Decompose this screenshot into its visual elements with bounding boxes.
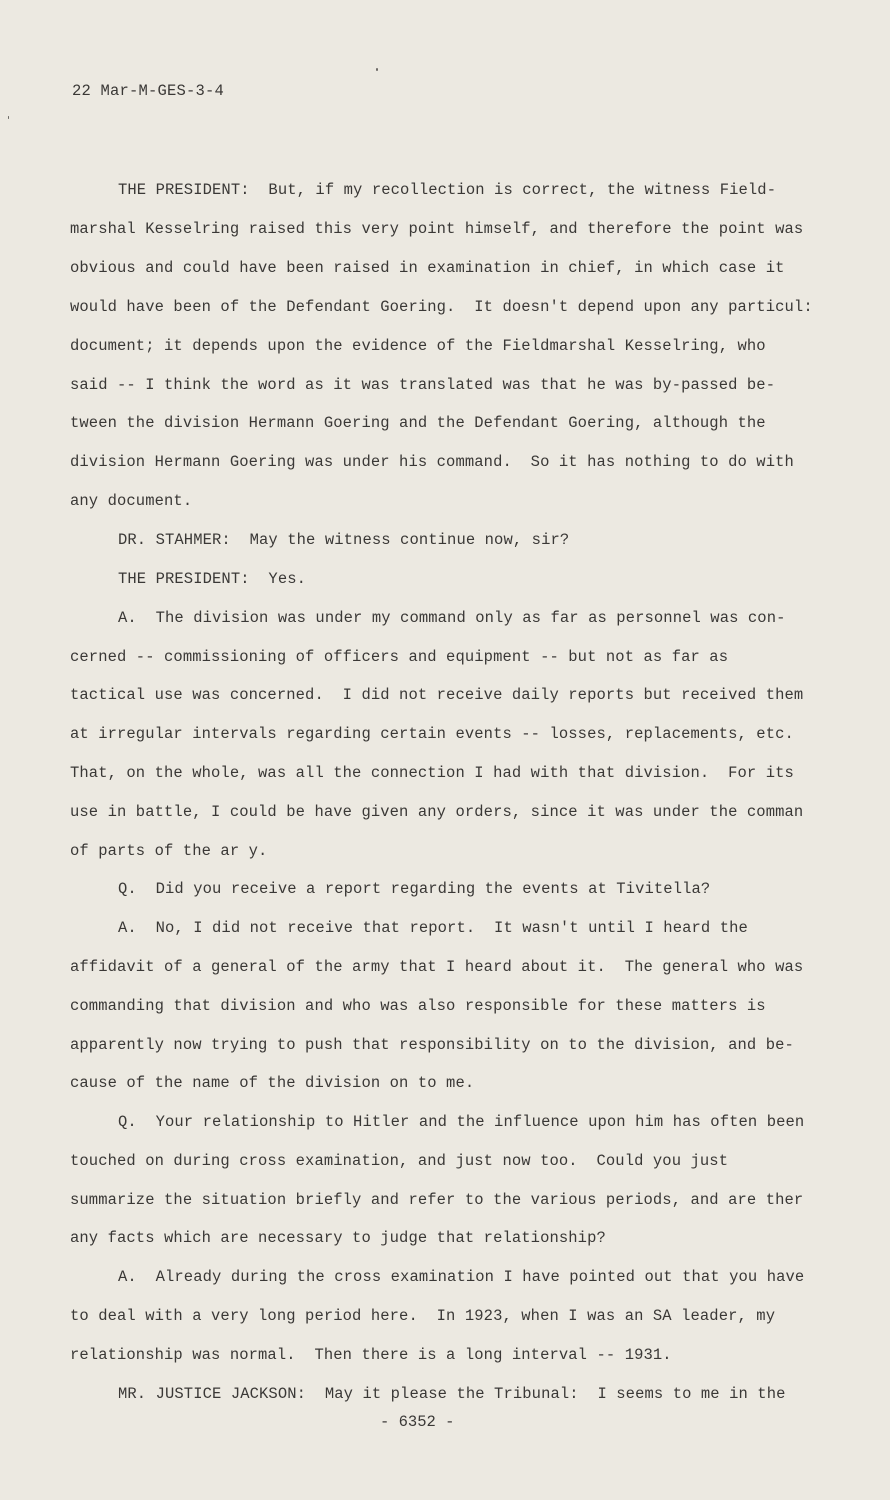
text-line: would have been of the Defendant Goering. It doesn't depend upon any particul:: [70, 298, 813, 316]
text-line: touched on during cross examination, and just now too. Could you just: [70, 1152, 729, 1170]
text-line: A. No, I did not receive that report. It wasn't until I heard the: [118, 919, 748, 937]
text-line: apparently now trying to push that responsibility on to the division, and be-: [70, 1036, 794, 1054]
page-number: - 6352 -: [380, 1413, 455, 1431]
text-line: marshal Kesselring raised this very point himself, and therefore the point was: [70, 220, 804, 238]
text-line: tween the division Hermann Goering and the Defendant Goering, although the: [70, 414, 766, 432]
text-line: affidavit of a general of the army that I heard about it. The general who was: [70, 958, 804, 976]
text-line: relationship was normal. Then there is a long interval -- 1931.: [70, 1346, 672, 1364]
text-line: to deal with a very long period here. In 1923, when I was an SA leader, my: [70, 1307, 776, 1325]
text-line: Q. Did you receive a report regarding the events at Tivitella?: [118, 880, 711, 898]
text-line: MR. JUSTICE JACKSON: May it please the Tribunal: I seems to me in the: [118, 1385, 786, 1403]
text-line: DR. STAHMER: May the witness continue now, sir?: [118, 531, 570, 549]
text-line: That, on the whole, was all the connection I had with that division. For its: [70, 764, 794, 782]
paper-speck: [8, 116, 9, 119]
text-line: at irregular intervals regarding certain events -- losses, replacements, etc.: [70, 725, 794, 743]
text-line: cause of the name of the division on to me.: [70, 1074, 475, 1092]
text-line: said -- I think the word as it was translated was that he was by-passed be-: [70, 376, 776, 394]
text-line: Q. Your relationship to Hitler and the influence upon him has often been: [118, 1113, 805, 1131]
text-line: tactical use was concerned. I did not receive daily reports but received them: [70, 686, 804, 704]
text-line: THE PRESIDENT: But, if my recollection is correct, the witness Field-: [118, 181, 777, 199]
text-line: any facts which are necessary to judge that relationship?: [70, 1229, 606, 1247]
text-line: summarize the situation briefly and refer to the various periods, and are ther: [70, 1191, 804, 1209]
text-line: use in battle, I could be have given any orders, since it was under the comman: [70, 803, 804, 821]
text-line: A. Already during the cross examination I have pointed out that you have: [118, 1268, 805, 1286]
text-line: of parts of the ar y.: [70, 842, 268, 860]
text-line: division Hermann Goering was under his command. So it has nothing to do with: [70, 453, 794, 471]
text-line: cerned -- commissioning of officers and equipment -- but not as far as: [70, 648, 729, 666]
text-line: any document.: [70, 492, 193, 510]
paper-speck: [376, 68, 378, 71]
text-line: document; it depends upon the evidence of the Fieldmarshal Kesselring, who: [70, 337, 766, 355]
text-line: A. The division was under my command only as far as personnel was con-: [118, 609, 786, 627]
document-reference: 22 Mar-M-GES-3-4: [72, 82, 225, 100]
text-line: obvious and could have been raised in examination in chief, in which case it: [70, 259, 785, 277]
text-line: THE PRESIDENT: Yes.: [118, 570, 307, 588]
text-line: commanding that division and who was also responsible for these matters is: [70, 997, 766, 1015]
